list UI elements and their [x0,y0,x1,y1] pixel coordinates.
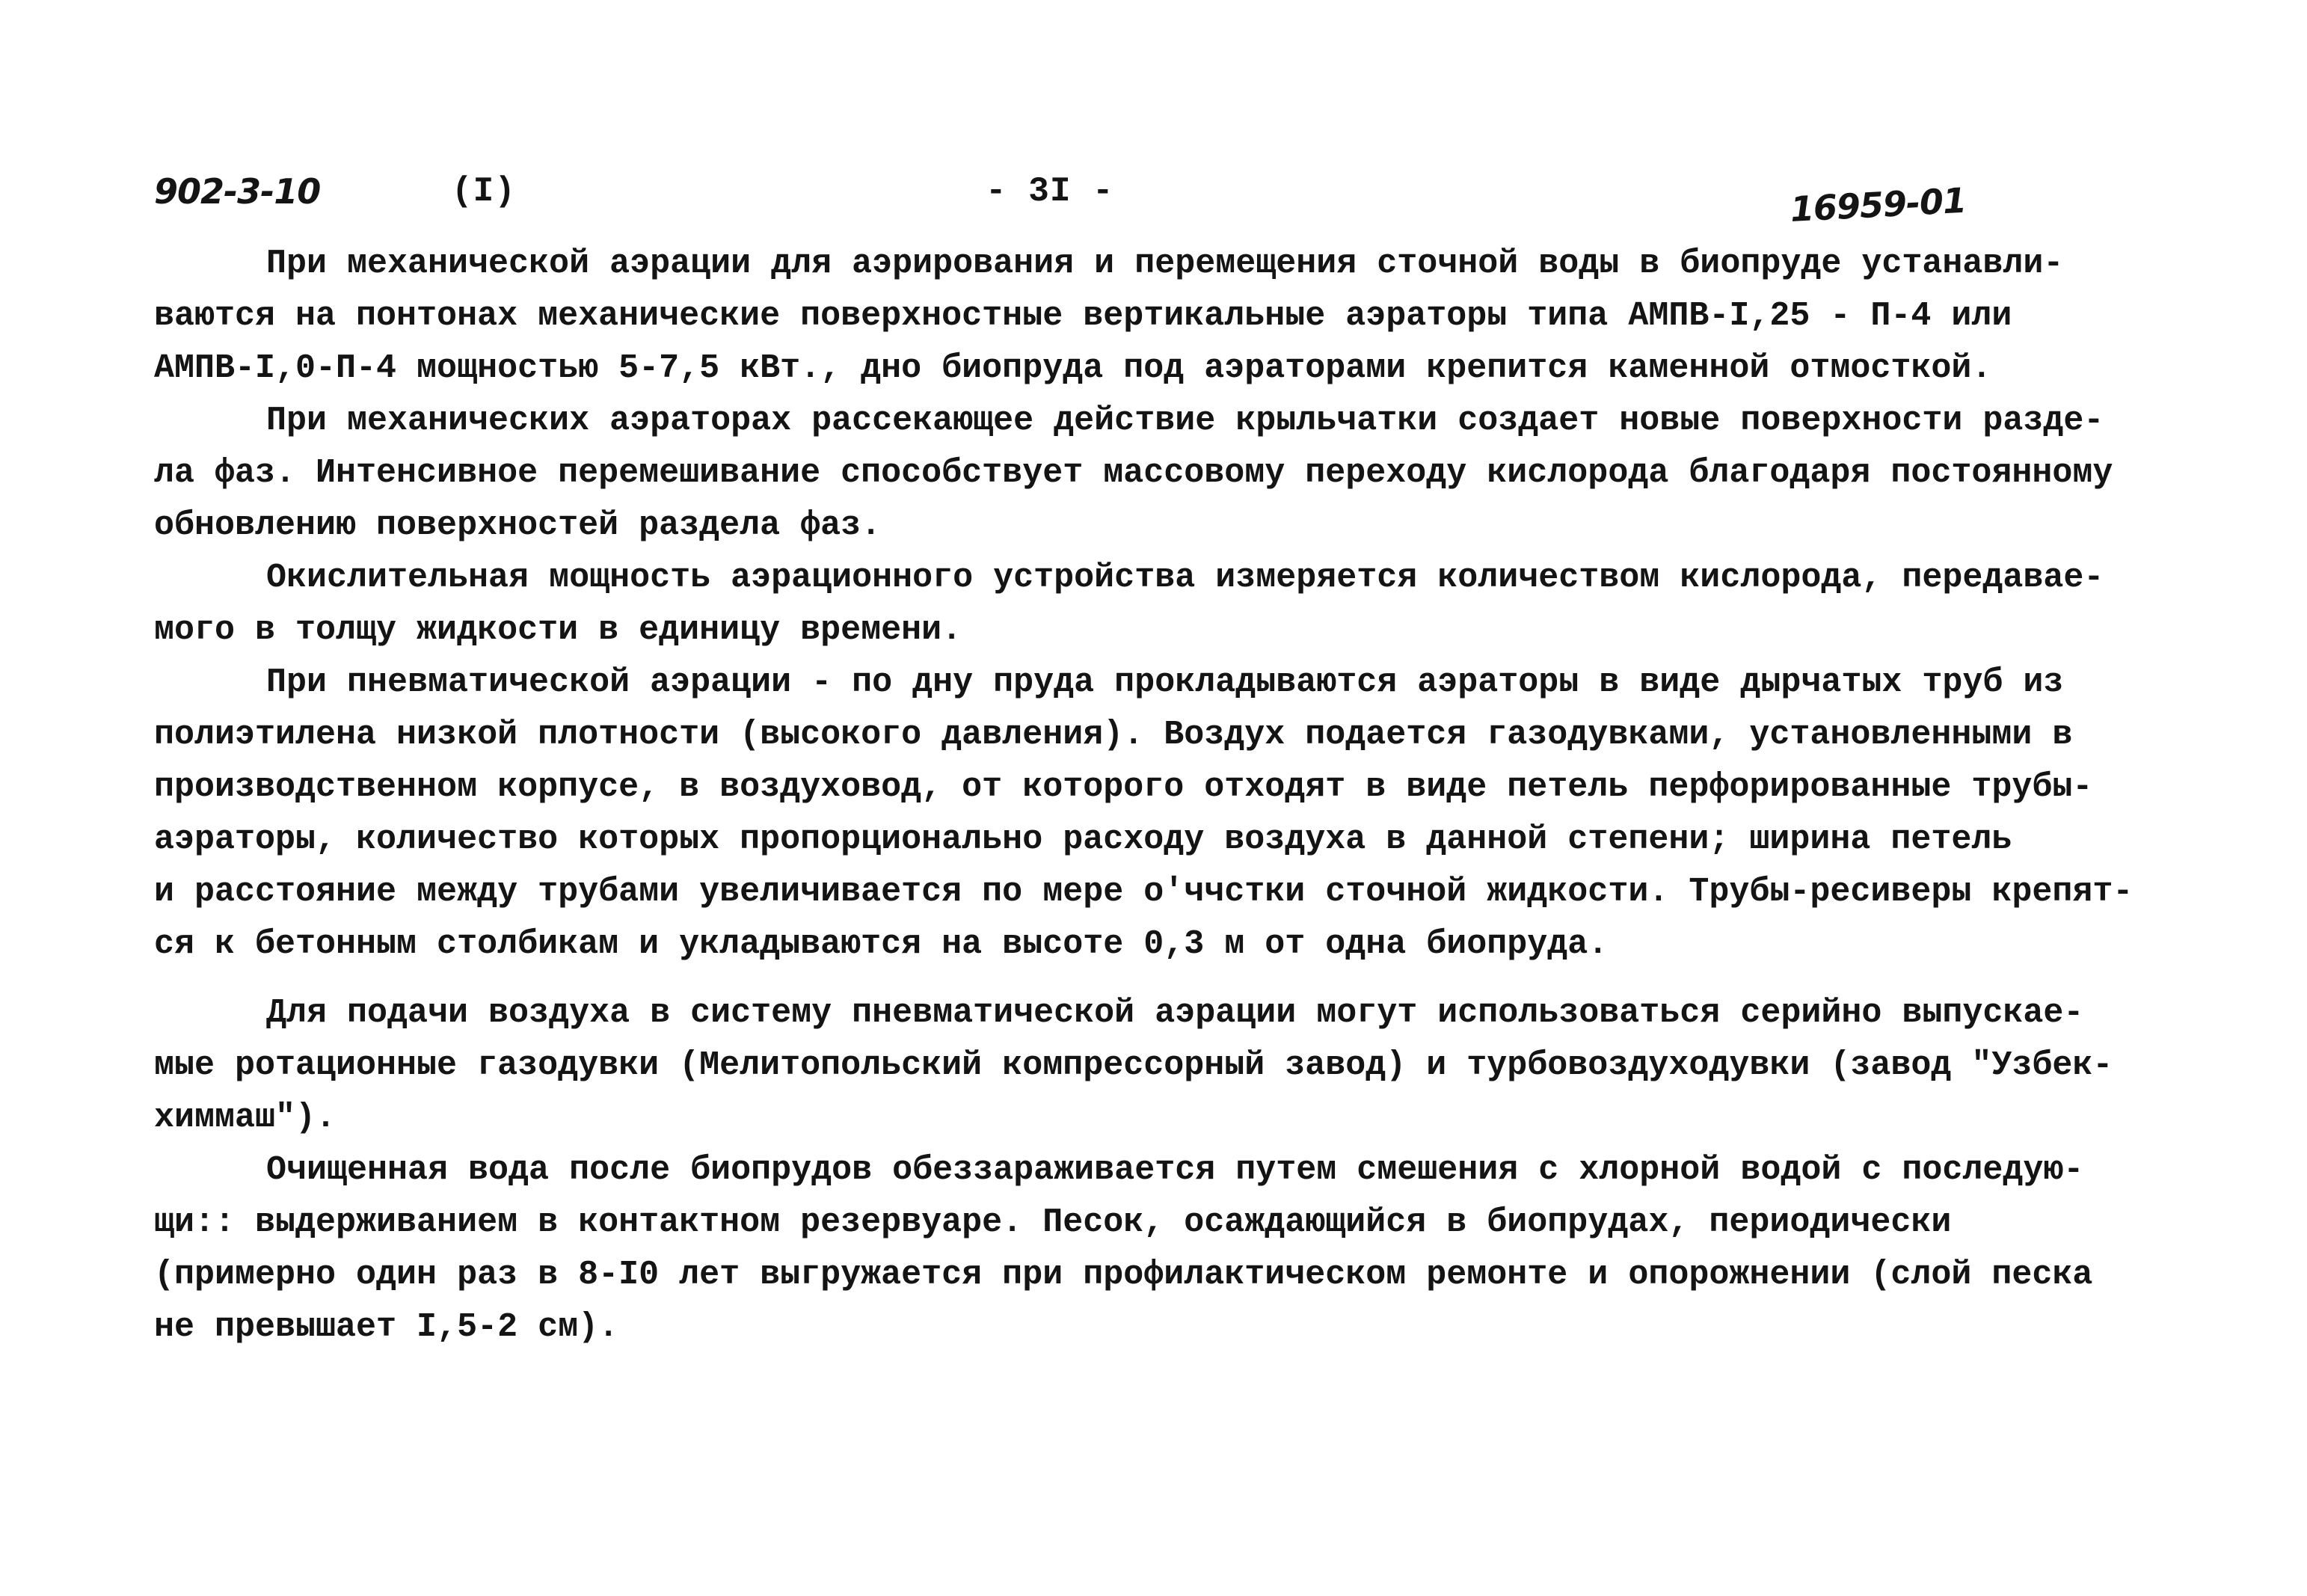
document-code: 902-3-10 [154,171,321,212]
text-line: ваются на понтонах механические поверхностные вертикальные аэраторы типа АМПВ-I,25 - П-4 или [154,297,2012,335]
text-line: химмаш"). [154,1099,337,1137]
text-line: При механической аэрации для аэрирования и перемещения сточной воды в биопруде устанавли- [266,245,2064,283]
body-text [154,238,2173,1354]
text-line: аэраторы, количество которых пропорционально расходу воздуха в данной степени; ширина петель [154,820,2012,859]
page-number: - 3I - [986,172,1114,211]
text-line: не превышает I,5-2 см). [154,1308,619,1346]
document-part: (I) [452,172,516,211]
text-line: ла фаз. Интенсивное перемешивание способствует массовому переходу кислорода благодаря постоянному [154,454,2113,492]
text-line: Очищенная вода после биопрудов обеззараживается путем смешения с хлорной водой с последую- [266,1151,2084,1189]
paragraph-impeller-action [154,395,2173,552]
paragraph-pneumatic-aeration [154,657,2173,971]
text-line: (примерно один раз в 8-I0 лет выгружается при профилактическом ремонте и опорожнении (слой песка [154,1256,2093,1294]
text-line: При механических аэраторах рассекающее действие крыльчатки создает новые поверхности разде- [266,402,2104,440]
text-line: мого в толщу жидкости в единицу времени. [154,611,962,649]
text-line: мые ротационные газодувки (Мелитопольский компрессорный завод) и турбовоздуходувки (завод "Узбек- [154,1046,2113,1084]
text-line: и расстояние между трубами увеличивается по мере о'ччстки сточной жидкости. Трубы-ресиверы крепят- [154,873,2134,911]
paragraph-oxidation-capacity [154,552,2173,657]
text-line: полиэтилена низкой плотности (высокого давления). Воздух подается газодувками, установленными в [154,716,2073,754]
text-line: Для подачи воздуха в систему пневматической аэрации могут использоваться серийно выпускае- [266,994,2084,1032]
paragraph-air-supply [154,987,2173,1144]
text-line: производственном корпусе, в воздуховод, от которого отходят в виде петель перфорированные трубы- [154,768,2093,806]
text-line: АМПВ-I,0-П-4 мощностью 5-7,5 кВт., дно биопруда под аэраторами крепится каменной отмосткой. [154,349,1992,387]
inventory-number: 16959-01 [1789,179,1967,230]
paragraph-disinfection [154,1144,2173,1354]
text-line: щи:: выдерживанием в контактном резервуаре. Песок, осаждающийся в биопрудах, периодически [154,1203,1952,1241]
text-line: При пневматической аэрации - по дну пруда прокладываются аэраторы в виде дырчатых труб из [266,663,2064,702]
text-line: Окислительная мощность аэрационного устройства измеряется количеством кислорода, передавае- [266,559,2104,597]
paragraph-mechanical-aeration [154,238,2173,395]
text-line: ся к бетонным столбикам и укладываются на высоте 0,3 м от одна биопруда. [154,925,1609,963]
text-line: обновлению поверхностей раздела фаз. [154,506,882,544]
